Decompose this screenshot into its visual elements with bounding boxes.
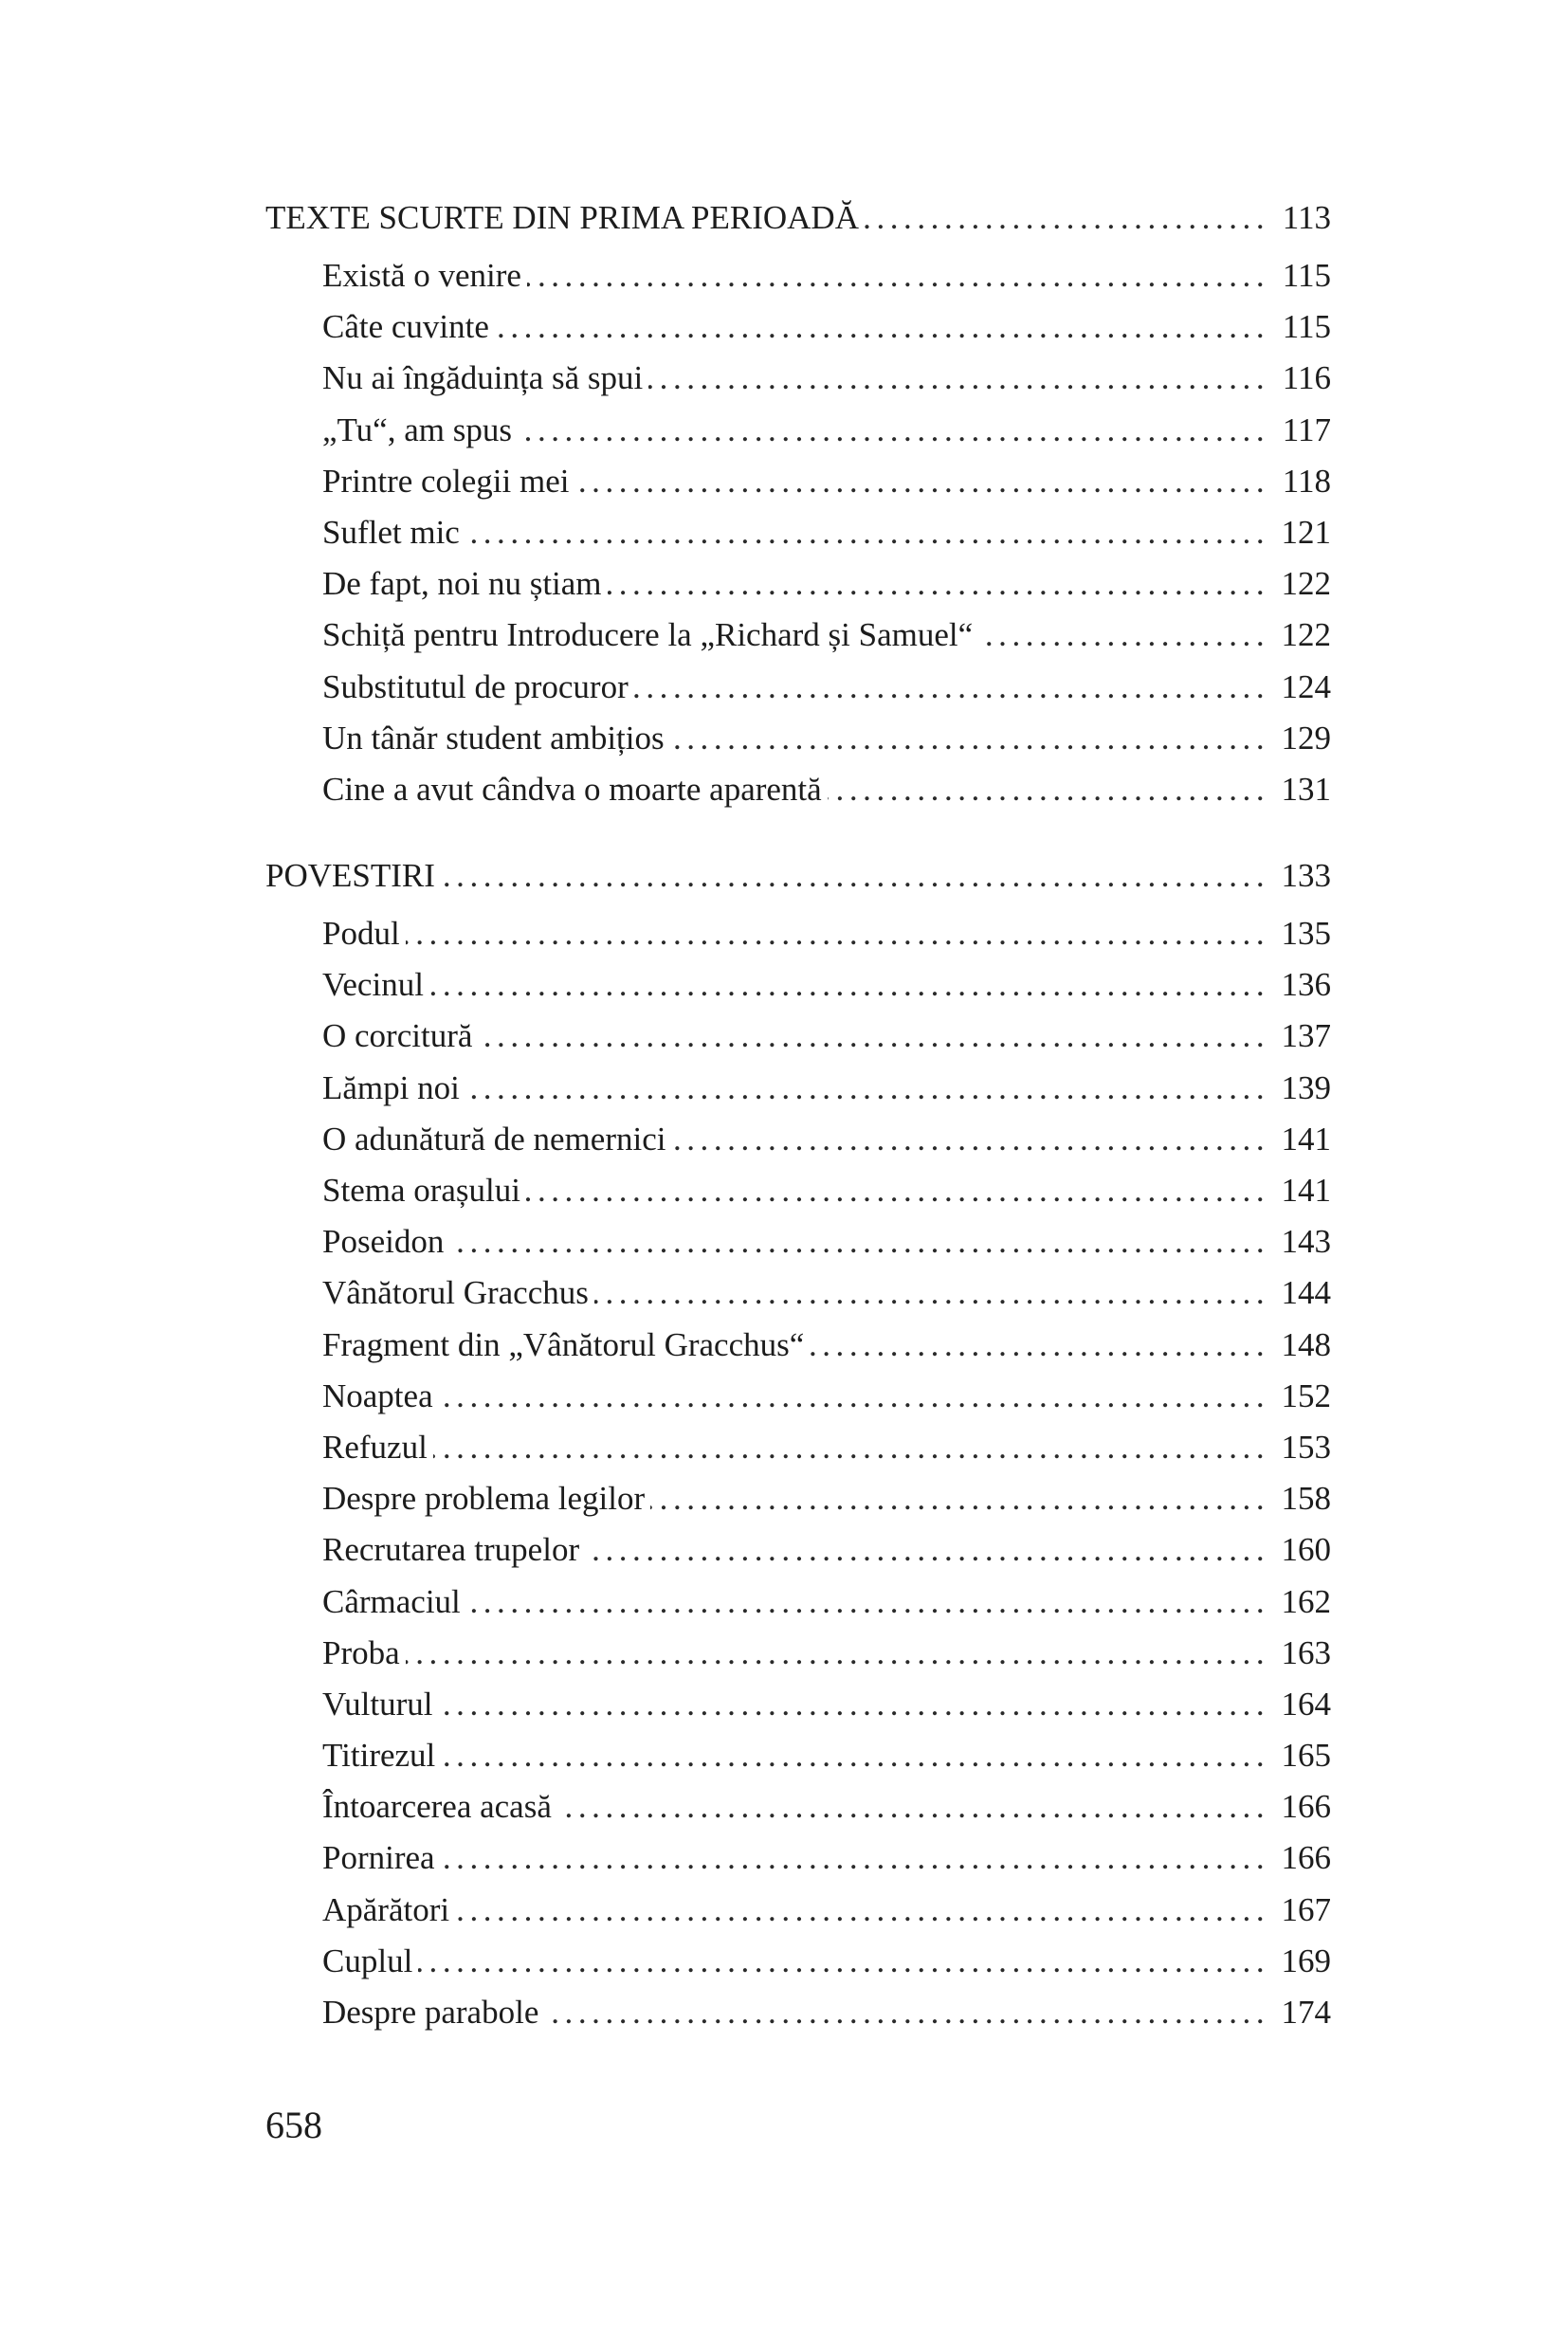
toc-entry bbox=[265, 405, 1331, 456]
entry-page-number: 163 bbox=[1281, 1633, 1331, 1671]
dot-leader bbox=[406, 908, 1263, 959]
entry-title: Proba bbox=[322, 1633, 400, 1671]
entry-page-number: 153 bbox=[1281, 1428, 1331, 1466]
toc-entry bbox=[265, 764, 1331, 815]
entry-page-number: 166 bbox=[1281, 1788, 1331, 1826]
toc-entry bbox=[265, 1628, 1331, 1679]
entry-page-number: 148 bbox=[1281, 1325, 1331, 1363]
entry-title: Noaptea bbox=[322, 1377, 433, 1414]
toc-entry bbox=[265, 662, 1331, 713]
dot-leader bbox=[441, 1832, 1263, 1884]
toc-entry bbox=[265, 353, 1331, 404]
toc-section bbox=[265, 186, 1331, 815]
entry-title: Cine a avut cândva o moarte aparentă bbox=[322, 770, 822, 808]
dot-leader bbox=[439, 1371, 1263, 1422]
toc-entry bbox=[265, 1679, 1331, 1730]
page-number: 658 bbox=[265, 2104, 322, 2146]
entry-title: Vulturul bbox=[322, 1685, 433, 1723]
dot-leader bbox=[557, 1781, 1263, 1832]
table-of-contents bbox=[265, 186, 1331, 2038]
toc-entry bbox=[265, 301, 1331, 353]
entry-page-number: 117 bbox=[1282, 410, 1331, 448]
dot-leader bbox=[449, 1216, 1263, 1267]
dot-leader bbox=[594, 1267, 1263, 1319]
dot-leader bbox=[495, 301, 1263, 353]
entry-page-number: 139 bbox=[1281, 1068, 1331, 1106]
toc-entry bbox=[265, 1422, 1331, 1473]
entry-page-number: 141 bbox=[1281, 1120, 1331, 1158]
dot-leader bbox=[670, 713, 1263, 764]
entry-title: „Tu“, am spus bbox=[322, 410, 512, 448]
dot-leader bbox=[418, 1936, 1263, 1987]
entry-title: Substitutul de procuror bbox=[322, 667, 629, 705]
dot-leader bbox=[441, 844, 1263, 908]
dot-leader bbox=[608, 558, 1263, 610]
entry-page-number: 166 bbox=[1281, 1839, 1331, 1877]
toc-section-heading bbox=[265, 186, 1331, 250]
entry-page-number: 116 bbox=[1282, 359, 1331, 397]
toc-entry bbox=[265, 1473, 1331, 1524]
entry-page-number: 160 bbox=[1281, 1531, 1331, 1569]
entry-page-number: 124 bbox=[1281, 667, 1331, 705]
entry-page-number: 122 bbox=[1281, 616, 1331, 654]
entry-title: O adunătură de nemernici bbox=[322, 1120, 666, 1158]
entry-page-number: 165 bbox=[1281, 1737, 1331, 1775]
toc-entry bbox=[265, 959, 1331, 1011]
entry-title: Pornirea bbox=[322, 1839, 435, 1877]
entry-title: Titirezul bbox=[322, 1737, 436, 1775]
entry-title: Recrutarea trupelor bbox=[322, 1531, 580, 1569]
toc-entry bbox=[265, 1936, 1331, 1987]
dot-leader bbox=[585, 1524, 1263, 1576]
dot-leader bbox=[828, 764, 1263, 815]
dot-leader bbox=[544, 1987, 1263, 2038]
dot-leader bbox=[429, 959, 1263, 1011]
entry-page-number: 121 bbox=[1281, 513, 1331, 551]
toc-entry bbox=[265, 1320, 1331, 1371]
toc-entry bbox=[265, 1216, 1331, 1267]
entry-page-number: 122 bbox=[1281, 565, 1331, 603]
entry-title: Printre colegii mei bbox=[322, 462, 570, 500]
toc-entry bbox=[265, 1577, 1331, 1628]
entry-page-number: 158 bbox=[1281, 1480, 1331, 1518]
entry-page-number: 131 bbox=[1281, 770, 1331, 808]
entry-title: Fragment din „Vânătorul Gracchus“ bbox=[322, 1325, 805, 1363]
toc-entry bbox=[265, 1524, 1331, 1576]
entry-page-number: 137 bbox=[1281, 1017, 1331, 1055]
dot-leader bbox=[441, 1730, 1263, 1781]
entry-title: Despre problema legilor bbox=[322, 1480, 646, 1518]
toc-entry bbox=[265, 1114, 1331, 1165]
entry-page-number: 136 bbox=[1281, 966, 1331, 1004]
entry-title: Nu ai îngăduința să spui bbox=[322, 359, 644, 397]
dot-leader bbox=[526, 1165, 1263, 1216]
toc-section bbox=[265, 844, 1331, 2038]
dot-leader bbox=[671, 1114, 1263, 1165]
entry-page-number: 135 bbox=[1281, 915, 1331, 953]
entry-page-number: 118 bbox=[1282, 462, 1331, 500]
entry-title: Un tânăr student ambițios bbox=[322, 719, 665, 757]
toc-entry bbox=[265, 1165, 1331, 1216]
entry-page-number: 129 bbox=[1281, 719, 1331, 757]
entry-page-number: 144 bbox=[1281, 1274, 1331, 1312]
toc-entry bbox=[265, 456, 1331, 507]
toc-entry bbox=[265, 1987, 1331, 2038]
toc-entry bbox=[265, 1011, 1331, 1062]
toc-entry bbox=[265, 1371, 1331, 1422]
entry-title: O corcitură bbox=[322, 1017, 473, 1055]
entry-page-number: 162 bbox=[1281, 1582, 1331, 1620]
dot-leader bbox=[518, 405, 1263, 456]
entry-title: Câte cuvinte bbox=[322, 308, 489, 346]
entry-title: Poseidon bbox=[322, 1223, 445, 1261]
toc-entry bbox=[265, 1063, 1331, 1114]
entry-title: Apărători bbox=[322, 1890, 450, 1928]
entry-page-number: 115 bbox=[1282, 257, 1331, 294]
dot-leader bbox=[527, 250, 1263, 301]
entry-title: De fapt, noi nu știam bbox=[322, 565, 602, 603]
entry-title: Podul bbox=[322, 915, 400, 953]
toc-entry bbox=[265, 1267, 1331, 1319]
entry-page-number: 167 bbox=[1281, 1890, 1331, 1928]
dot-leader bbox=[455, 1885, 1263, 1936]
entry-page-number: 115 bbox=[1282, 308, 1331, 346]
toc-entry bbox=[265, 1781, 1331, 1832]
toc-entry bbox=[265, 908, 1331, 959]
entry-title: Vecinul bbox=[322, 966, 424, 1004]
entry-title: Stema orașului bbox=[322, 1172, 520, 1209]
entry-page-number: 143 bbox=[1281, 1223, 1331, 1261]
dot-leader bbox=[465, 1063, 1263, 1114]
toc-entry bbox=[265, 713, 1331, 764]
toc-entry bbox=[265, 1730, 1331, 1781]
entry-title: Suflet mic bbox=[322, 513, 460, 551]
entry-title: Cârmaciul bbox=[322, 1582, 461, 1620]
toc-entry bbox=[265, 558, 1331, 610]
entry-title: Refuzul bbox=[322, 1428, 428, 1466]
dot-leader bbox=[810, 1320, 1263, 1371]
dot-leader bbox=[865, 186, 1263, 250]
entry-page-number: 141 bbox=[1281, 1172, 1331, 1209]
toc-entry bbox=[265, 1832, 1331, 1884]
toc-entry bbox=[265, 610, 1331, 661]
dot-leader bbox=[648, 353, 1263, 404]
entry-title: Lămpi noi bbox=[322, 1068, 460, 1106]
dot-leader bbox=[465, 507, 1263, 558]
entry-title: Cuplul bbox=[322, 1942, 413, 1979]
entry-title: Vânătorul Gracchus bbox=[322, 1274, 589, 1312]
entry-title: Despre parabole bbox=[322, 1994, 539, 2031]
dot-leader bbox=[433, 1422, 1263, 1473]
dot-leader bbox=[466, 1577, 1263, 1628]
toc-entry bbox=[265, 1885, 1331, 1936]
dot-leader bbox=[978, 610, 1263, 661]
entry-title: Schiță pentru Introducere la „Richard și Samuel“ bbox=[322, 616, 974, 654]
dot-leader bbox=[650, 1473, 1263, 1524]
toc-section-heading bbox=[265, 844, 1331, 908]
section-title: TEXTE SCURTE DIN PRIMA PERIOADĂ bbox=[265, 199, 859, 236]
entry-page-number: 152 bbox=[1281, 1377, 1331, 1414]
toc-entry bbox=[265, 507, 1331, 558]
entry-page-number: 164 bbox=[1281, 1685, 1331, 1723]
entry-title: Întoarcerea acasă bbox=[322, 1788, 552, 1826]
entry-page-number: 174 bbox=[1281, 1994, 1331, 2031]
section-page-number: 133 bbox=[1281, 857, 1331, 895]
dot-leader bbox=[439, 1679, 1263, 1730]
entry-title: Există o venire bbox=[322, 257, 521, 294]
entry-page-number: 169 bbox=[1281, 1942, 1331, 1979]
section-page-number: 113 bbox=[1282, 199, 1331, 236]
dot-leader bbox=[478, 1011, 1263, 1062]
toc-entry bbox=[265, 250, 1331, 301]
dot-leader bbox=[406, 1628, 1263, 1679]
dot-leader bbox=[634, 662, 1263, 713]
section-title: POVESTIRI bbox=[265, 857, 435, 895]
dot-leader bbox=[574, 456, 1263, 507]
